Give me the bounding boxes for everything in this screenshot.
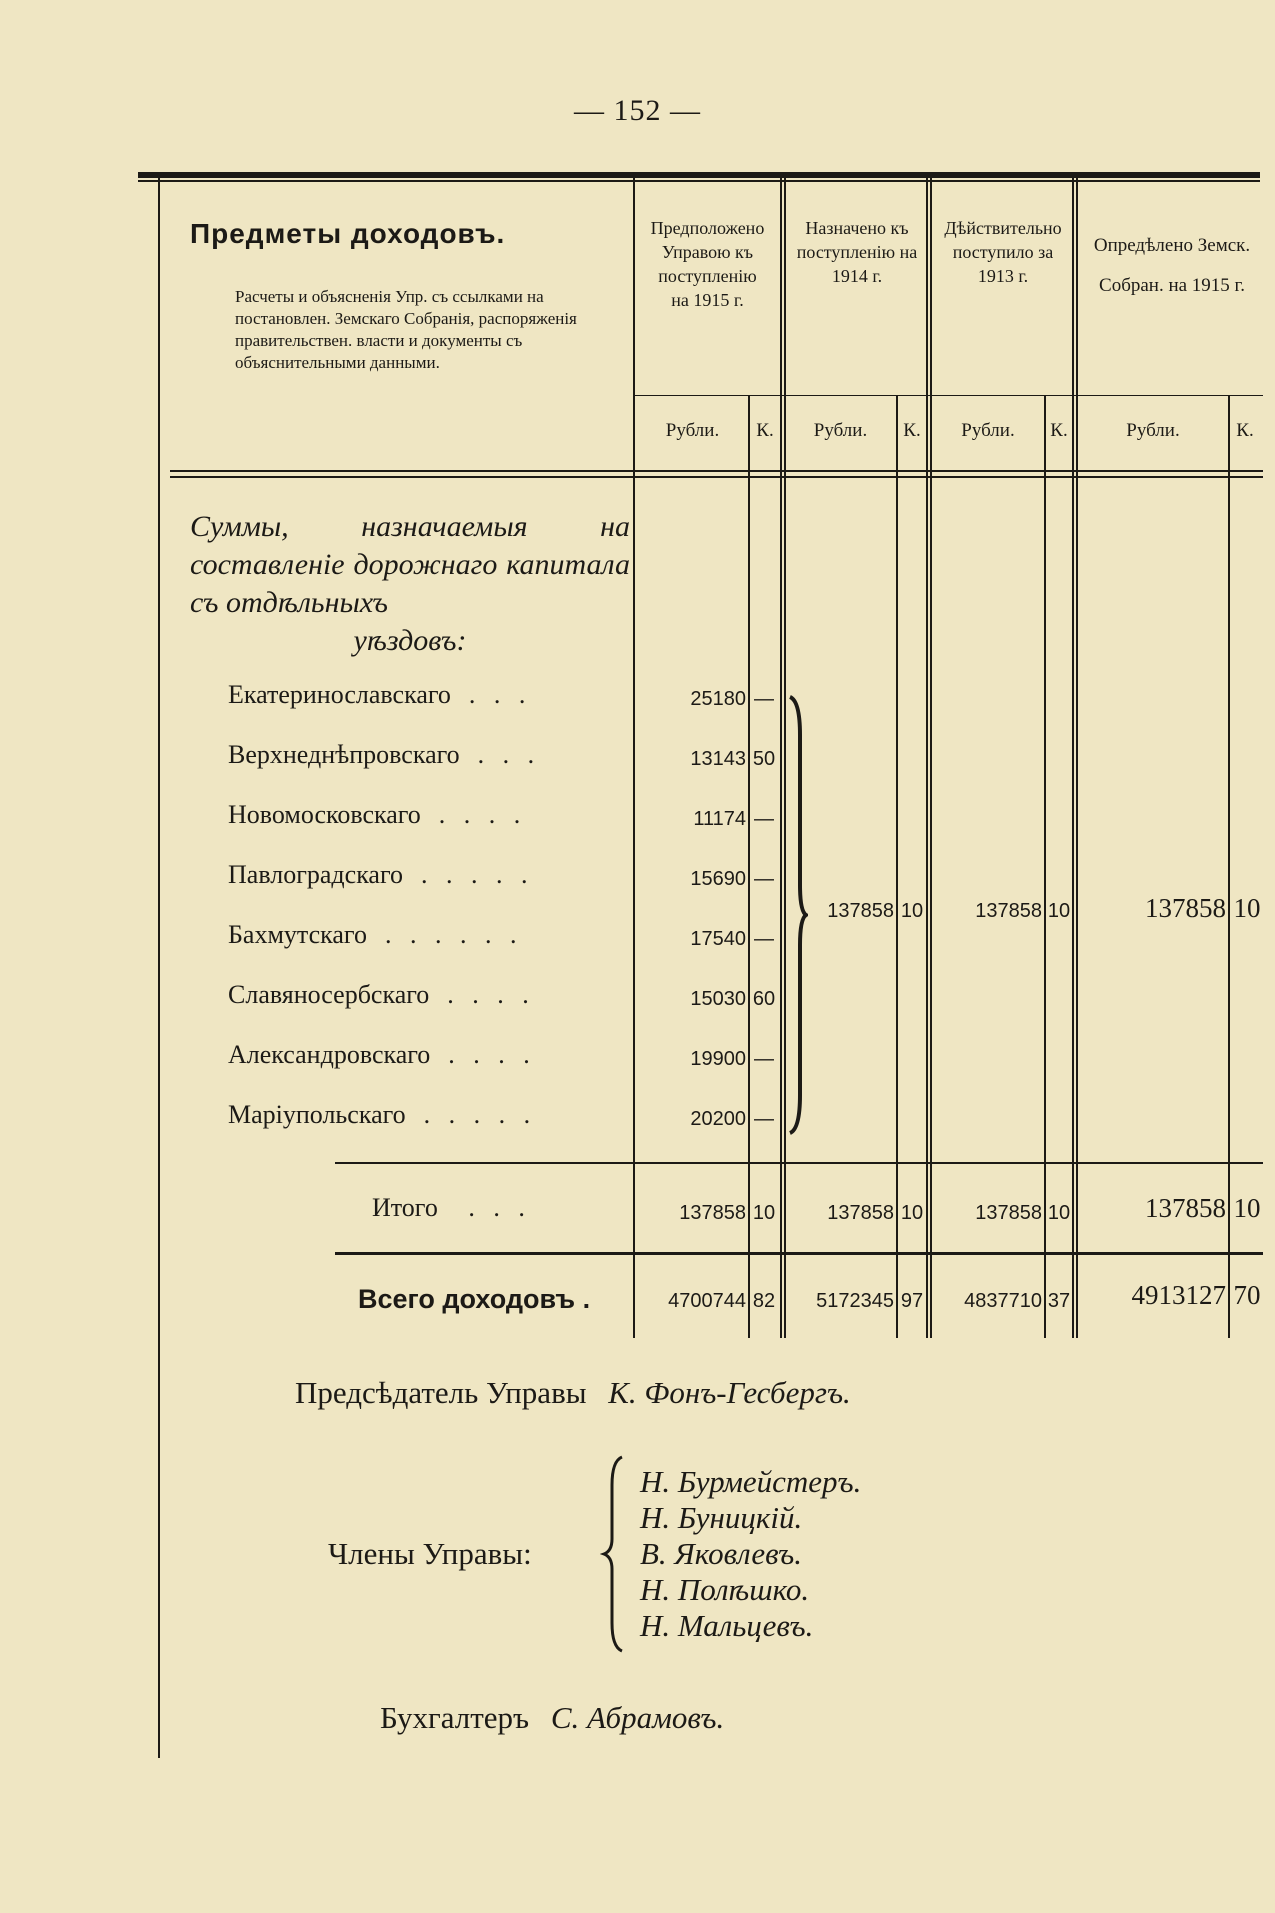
total-dots: . . . [468, 1193, 531, 1222]
row-dots: . . . [477, 740, 541, 769]
row-kop-value: — [754, 1108, 774, 1130]
col-sep-3b [930, 178, 932, 1338]
grand-c4-rub: 4913127 [1131, 1280, 1226, 1310]
row-kop-value: — [754, 688, 774, 710]
accountant-title: Бухгалтеръ [380, 1700, 530, 1735]
table-subtitle: Расчеты и объясненія Упр. съ ссылками на постановлен. Земскаго Собранія, распоряженія правительствен. власти и документы съ объяснительными данными. [235, 287, 577, 372]
row-dots: . . . . . [421, 860, 534, 889]
row-kop-value: — [754, 808, 774, 830]
top-rule-thin [138, 180, 1260, 182]
row-rub-value: 15030 [690, 988, 746, 1010]
itogo-top-line [335, 1162, 1263, 1164]
section-title-last: уѣздовъ: [353, 624, 467, 657]
group-c2-kop: 10 [900, 900, 924, 922]
col-header-3: Дѣйствительно поступило за 1913 г. [944, 218, 1062, 286]
total-c1-kop: 10 [752, 1202, 776, 1224]
total-c2-rub: 137858 [827, 1202, 894, 1224]
kop-sep-1 [748, 395, 750, 1338]
group-c3-rub: 137858 [975, 900, 1042, 922]
accountant-line [380, 1700, 1180, 1736]
grand-c2-rub: 5172345 [816, 1290, 894, 1312]
row-kop-value: — [754, 868, 774, 890]
col2-rub-header: Рубли. [813, 420, 868, 441]
row-kop-value: — [754, 928, 774, 950]
row-kop-value: 50 [752, 748, 776, 770]
kop-sep-3 [1044, 395, 1046, 1338]
row-label [228, 800, 618, 830]
row-label-text: Маріупольскаго [228, 1100, 406, 1129]
row-label-text: Бахмутскаго [228, 920, 367, 949]
row-label [228, 860, 618, 890]
row-dots: . . . . [447, 980, 535, 1009]
row-rub-value: 19900 [690, 1048, 746, 1070]
member-1: Н. Бурмейстеръ. [640, 1464, 862, 1499]
member-2: Н. Буницкій. [640, 1500, 803, 1535]
row-label-text: Павлоградскаго [228, 860, 403, 889]
row-rub-value: 11174 [693, 808, 746, 830]
col-sep-1 [633, 178, 635, 1338]
table-title: Предметы доходовъ. [190, 218, 506, 249]
row-label-text: Верхнеднѣпровскаго [228, 740, 460, 769]
row-rub-value: 13143 [690, 748, 746, 770]
row-label [228, 1040, 618, 1070]
members-list [640, 1464, 1140, 1644]
row-label-text: Екатеринославскаго [228, 680, 451, 709]
table-left-border [158, 178, 160, 1758]
row-label-text: Александровскаго [228, 1040, 431, 1069]
row-label [228, 920, 618, 950]
col-sep-2 [780, 178, 782, 1338]
total-c1-rub: 137858 [679, 1202, 746, 1224]
grand-top-line [335, 1252, 1263, 1255]
member-4: Н. Полѣшко. [640, 1572, 810, 1607]
group-c2-rub: 137858 [827, 900, 894, 922]
col2-kop-header: К. [903, 420, 921, 441]
accountant-name: С. Абрамовъ. [550, 1700, 725, 1735]
row-rub-value: 20200 [690, 1108, 746, 1130]
row-label [228, 740, 618, 770]
row-label-text: Новомосковскаго [228, 800, 421, 829]
row-dots: . . . . [448, 1040, 536, 1069]
grand-total-label: Всего доходовъ . [358, 1284, 591, 1314]
header-bottom-line-1 [170, 470, 1263, 472]
group-c4-rub: 137858 [1145, 893, 1226, 923]
total-c3-rub: 137858 [975, 1202, 1042, 1224]
row-rub-value: 25180 [690, 688, 746, 710]
grand-c3-kop: 37 [1047, 1290, 1071, 1312]
row-kop-value: — [754, 1048, 774, 1070]
col-header-4: Опредѣлено Земск. Собран. на 1915 г. [1093, 235, 1251, 296]
section-title-main: Суммы, назначаемыя на составленіе дорожнаго капитала съ отдѣльныхъ [190, 510, 630, 619]
row-kop-value: 60 [752, 988, 776, 1010]
grand-c4-kop: 70 [1233, 1280, 1261, 1310]
row-label [228, 980, 618, 1010]
member-3: В. Яковлевъ. [640, 1536, 803, 1571]
grand-c1-rub: 4700744 [668, 1290, 746, 1312]
chairman-line [295, 1375, 1195, 1411]
row-dots: . . . . [438, 800, 527, 829]
col-sep-3 [926, 178, 928, 1338]
row-label [228, 1100, 618, 1130]
total-c4-rub: 137858 [1145, 1193, 1226, 1223]
group-c3-kop: 10 [1047, 900, 1071, 922]
row-label [228, 680, 618, 710]
members-title: Члены Управы: [328, 1536, 532, 1571]
row-label-text: Славяносербскаго [228, 980, 430, 1009]
col4-rub-header: Рубли. [1126, 420, 1180, 441]
members-brace [600, 1455, 630, 1653]
col-header-1: Предположено Управою къ поступленію на 1915 г. [650, 218, 765, 310]
total-c2-kop: 10 [900, 1202, 924, 1224]
subheader-line [633, 395, 1263, 396]
member-5: Н. Мальцевъ. [640, 1608, 814, 1643]
total-label [372, 1193, 632, 1223]
chairman-title: Предсѣдатель Управы [295, 1375, 587, 1410]
group-c4-kop: 10 [1233, 893, 1261, 923]
col1-kop-header: К. [756, 420, 774, 441]
grand-c2-kop: 97 [900, 1290, 924, 1312]
col-sep-4 [1072, 178, 1074, 1338]
row-rub-value: 17540 [690, 928, 746, 950]
row-dots: . . . [468, 680, 532, 709]
col-header-2: Назначено къ поступленію на 1914 г. [796, 218, 918, 286]
grand-c1-kop: 82 [752, 1290, 776, 1312]
page-number: — 152 — [574, 94, 701, 127]
total-label-text: Итого [372, 1193, 438, 1222]
top-rule [138, 172, 1260, 178]
total-c3-kop: 10 [1047, 1202, 1071, 1224]
chairman-name: К. Фонъ-Гесбергъ. [608, 1375, 851, 1410]
kop-sep-2 [896, 395, 898, 1338]
col4-kop-header: К. [1236, 420, 1254, 441]
col1-rub-header: Рубли. [665, 420, 720, 441]
total-c4-kop: 10 [1233, 1193, 1261, 1223]
col3-kop-header: К. [1050, 420, 1068, 441]
row-dots: . . . . . . [384, 920, 523, 949]
row-rub-value: 15690 [690, 868, 746, 890]
col3-rub-header: Рубли. [961, 420, 1015, 441]
section-title [190, 508, 630, 660]
col-sep-4b [1076, 178, 1078, 1338]
row-dots: . . . . . [423, 1100, 537, 1129]
header-bottom-line-2 [170, 476, 1263, 478]
grand-c3-rub: 4837710 [964, 1290, 1042, 1312]
